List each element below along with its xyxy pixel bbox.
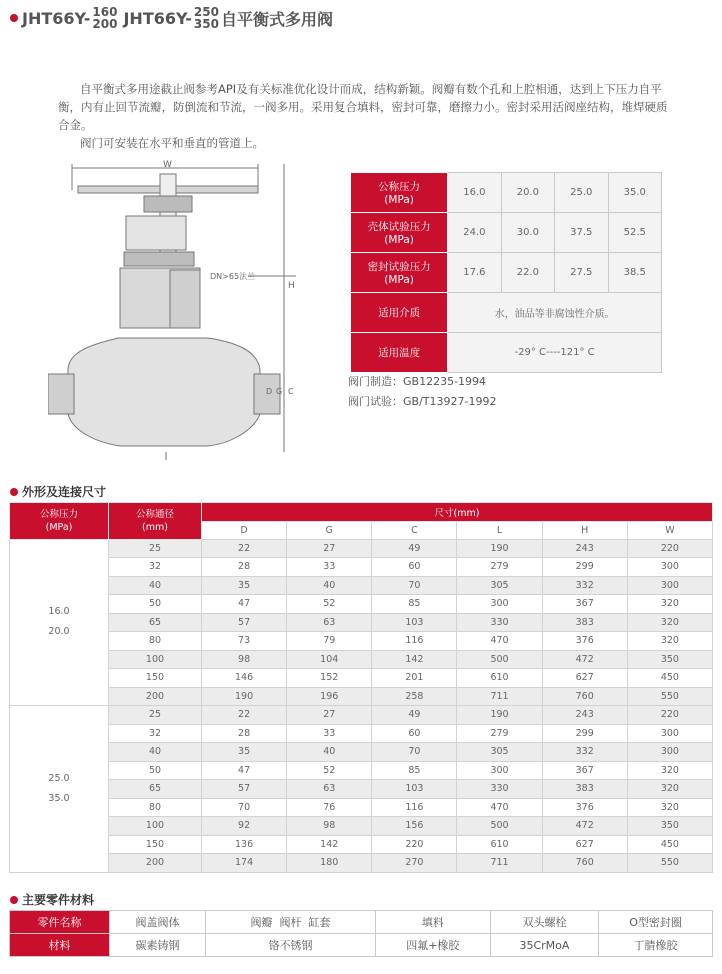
- table-cell: 190: [202, 687, 287, 706]
- material-label: 材料: [10, 934, 110, 957]
- material-name: 35CrMoA: [490, 934, 598, 957]
- table-cell: 40: [287, 576, 372, 595]
- table-cell: 330: [457, 780, 542, 799]
- table-cell: 80: [109, 798, 202, 817]
- table-row: [10, 780, 713, 799]
- spec-row: [351, 293, 662, 333]
- table-cell: 450: [627, 669, 712, 688]
- table-cell: 320: [627, 595, 712, 614]
- table-cell: 201: [372, 669, 457, 688]
- table-cell: 305: [457, 576, 542, 595]
- spec-table: [350, 172, 662, 373]
- pressure-group: 16.0 20.0: [10, 539, 109, 706]
- model-prefix: JHT66Y-: [22, 8, 91, 28]
- table-cell: 60: [372, 724, 457, 743]
- table-cell: 610: [457, 835, 542, 854]
- table-cell: 80: [109, 632, 202, 651]
- table-row: [10, 595, 713, 614]
- header-size: 尺寸(mm): [202, 503, 713, 522]
- spec-label-unit: (MPa): [384, 274, 414, 286]
- table-cell: 320: [627, 632, 712, 651]
- material-name: 丁腈橡胶: [599, 934, 713, 957]
- table-cell: 65: [109, 780, 202, 799]
- table-cell: 299: [542, 558, 627, 577]
- table-cell: 711: [457, 687, 542, 706]
- header-dn: 公称通径 (mm): [109, 503, 202, 540]
- label-c: C: [288, 387, 294, 396]
- label-d: D: [266, 387, 273, 396]
- spec-row: [351, 213, 662, 253]
- table-cell: 22: [202, 539, 287, 558]
- table-cell: 258: [372, 687, 457, 706]
- header-col: H: [542, 521, 627, 539]
- table-cell: 500: [457, 817, 542, 836]
- table-row: [10, 576, 713, 595]
- page-title: [10, 6, 333, 30]
- table-cell: 320: [627, 780, 712, 799]
- intro-paragraph-2: 阀门可安装在水平和垂直的管道上。: [80, 136, 264, 150]
- dimension-section-title: 外形及连接尺寸: [22, 485, 107, 499]
- table-cell: 70: [202, 798, 287, 817]
- table-cell: 116: [372, 632, 457, 651]
- spec-value: 17.6: [448, 253, 501, 293]
- header-col: W: [627, 521, 712, 539]
- table-cell: 146: [202, 669, 287, 688]
- table-cell: 190: [457, 706, 542, 725]
- table-cell: 52: [287, 761, 372, 780]
- table-cell: 52: [287, 595, 372, 614]
- table-cell: 279: [457, 724, 542, 743]
- spec-value: 16.0: [448, 173, 501, 213]
- materials-section-heading: [10, 891, 94, 908]
- table-cell: 63: [287, 613, 372, 632]
- table-cell: 320: [627, 761, 712, 780]
- spec-label-unit: (MPa): [384, 194, 414, 206]
- spec-value: 52.5: [608, 213, 661, 253]
- part-name: 阀瓣 阀杆 缸套: [206, 911, 376, 934]
- standard-manufacture: 阀门制造：GB12235-1994: [348, 375, 487, 388]
- spec-value: -29° C----121° C: [448, 333, 662, 373]
- table-cell: 49: [372, 539, 457, 558]
- materials-table: [9, 910, 713, 957]
- spec-value: 20.0: [501, 173, 554, 213]
- dimension-table: [9, 502, 713, 873]
- standard-test: 阀门试验：GB/T13927-1992: [348, 395, 497, 408]
- table-cell: 63: [287, 780, 372, 799]
- table-cell: 76: [287, 798, 372, 817]
- materials-parts-row: [10, 911, 713, 934]
- table-cell: 320: [627, 613, 712, 632]
- table-row: [10, 669, 713, 688]
- table-row: [10, 687, 713, 706]
- table-row: [10, 613, 713, 632]
- table-cell: 104: [287, 650, 372, 669]
- table-cell: 472: [542, 650, 627, 669]
- table-cell: 50: [109, 595, 202, 614]
- table-cell: 243: [542, 706, 627, 725]
- spec-value: 22.0: [501, 253, 554, 293]
- table-cell: 299: [542, 724, 627, 743]
- table-cell: 28: [202, 558, 287, 577]
- spec-value: 38.5: [608, 253, 661, 293]
- table-cell: 35: [202, 576, 287, 595]
- header-col: G: [287, 521, 372, 539]
- table-cell: 610: [457, 669, 542, 688]
- table-cell: 85: [372, 595, 457, 614]
- intro-paragraph-1: 自平衡式多用途截止阀参考API及有关标准优化设计而成，结构新颖。阀瓣有数个孔和上腔相通，达到上下压力自平衡，内有止回节流瓣，防倒流和节流，一阀多用。采用复合填料，密封可靠，磨擦力小。密封采用活阀座结构，堆焊硬质合金。: [58, 82, 668, 132]
- table-cell: 330: [457, 613, 542, 632]
- part-name: O型密封圈: [599, 911, 713, 934]
- table-cell: 367: [542, 761, 627, 780]
- spec-value: 水，油品等非腐蚀性介质。: [448, 293, 662, 333]
- table-row: [10, 835, 713, 854]
- table-cell: 627: [542, 669, 627, 688]
- model-prefix-2: JHT66Y-: [123, 8, 192, 28]
- materials-section-title: 主要零件材料: [22, 893, 95, 907]
- pressure-fraction-2: [194, 6, 219, 30]
- material-name: 碳素铸钢: [110, 934, 206, 957]
- table-cell: 350: [627, 817, 712, 836]
- table-cell: 174: [202, 854, 287, 873]
- table-cell: 40: [109, 576, 202, 595]
- table-cell: 27: [287, 706, 372, 725]
- table-cell: 142: [287, 835, 372, 854]
- table-cell: 627: [542, 835, 627, 854]
- pressure-group: 25.0 35.0: [10, 706, 109, 873]
- table-cell: 550: [627, 854, 712, 873]
- table-cell: 103: [372, 780, 457, 799]
- table-row: [10, 743, 713, 762]
- table-cell: 49: [372, 706, 457, 725]
- bullet-icon: [10, 896, 18, 904]
- table-row: [10, 706, 713, 725]
- table-cell: 92: [202, 817, 287, 836]
- spec-value: 30.0: [501, 213, 554, 253]
- table-cell: 73: [202, 632, 287, 651]
- spec-row: [351, 333, 662, 373]
- materials-mat-row: [10, 934, 713, 957]
- spec-value: 35.0: [608, 173, 661, 213]
- table-cell: 22: [202, 706, 287, 725]
- fraction-top: 160: [92, 5, 118, 19]
- table-cell: 367: [542, 595, 627, 614]
- table-cell: 300: [627, 576, 712, 595]
- spec-row: [351, 173, 662, 213]
- table-row: [10, 798, 713, 817]
- table-cell: 711: [457, 854, 542, 873]
- table-cell: 500: [457, 650, 542, 669]
- table-row: [10, 650, 713, 669]
- table-cell: 33: [287, 558, 372, 577]
- label-g: G: [276, 387, 283, 396]
- header-col: L: [457, 521, 542, 539]
- table-cell: 35: [202, 743, 287, 762]
- spec-value: 25.0: [555, 173, 608, 213]
- fraction-bottom: 350: [193, 17, 219, 31]
- table-row: [10, 539, 713, 558]
- spec-row: [351, 253, 662, 293]
- table-cell: 98: [202, 650, 287, 669]
- table-cell: 190: [457, 539, 542, 558]
- spec-label: 适用温度: [351, 333, 448, 373]
- fraction-bottom: 200: [92, 17, 118, 31]
- part-name-label: 零件名称: [10, 911, 110, 934]
- spec-label: [351, 253, 448, 293]
- table-cell: 305: [457, 743, 542, 762]
- table-row: [10, 761, 713, 780]
- table-cell: 79: [287, 632, 372, 651]
- table-cell: 200: [109, 687, 202, 706]
- table-cell: 25: [109, 539, 202, 558]
- material-name: 四氟+橡胶: [375, 934, 490, 957]
- table-cell: 40: [109, 743, 202, 762]
- table-cell: 270: [372, 854, 457, 873]
- header-pressure: 公称压力 (MPa): [10, 503, 109, 540]
- table-cell: 50: [109, 761, 202, 780]
- table-cell: 25: [109, 706, 202, 725]
- table-cell: 472: [542, 817, 627, 836]
- spec-label: [351, 173, 448, 213]
- pressure-fraction-1: [92, 6, 117, 30]
- spec-label-line: 公称压力: [378, 181, 421, 193]
- bullet-icon: [10, 14, 18, 22]
- part-name: 填料: [375, 911, 490, 934]
- table-cell: 383: [542, 780, 627, 799]
- table-cell: 332: [542, 576, 627, 595]
- table-row: [10, 558, 713, 577]
- table-cell: 156: [372, 817, 457, 836]
- table-cell: 70: [372, 576, 457, 595]
- label-w: W: [163, 160, 172, 170]
- part-name: 阀盖阀体: [110, 911, 206, 934]
- table-cell: 27: [287, 539, 372, 558]
- table-cell: 28: [202, 724, 287, 743]
- table-cell: 98: [287, 817, 372, 836]
- table-cell: 279: [457, 558, 542, 577]
- table-cell: 760: [542, 854, 627, 873]
- table-cell: 100: [109, 817, 202, 836]
- table-cell: 57: [202, 780, 287, 799]
- fraction-top: 250: [193, 5, 219, 19]
- header-col: D: [202, 521, 287, 539]
- header-col: C: [372, 521, 457, 539]
- bullet-icon: [10, 488, 18, 496]
- part-name: 双头螺栓: [490, 911, 598, 934]
- table-cell: 32: [109, 558, 202, 577]
- table-cell: 350: [627, 650, 712, 669]
- table-cell: 376: [542, 798, 627, 817]
- table-cell: 60: [372, 558, 457, 577]
- table-cell: 70: [372, 743, 457, 762]
- spec-label-line: 密封试验压力: [367, 261, 431, 273]
- table-cell: 200: [109, 854, 202, 873]
- table-cell: 142: [372, 650, 457, 669]
- table-cell: 300: [457, 595, 542, 614]
- table-cell: 116: [372, 798, 457, 817]
- material-name: 铬不锈钢: [206, 934, 376, 957]
- product-name: 自平衡式多用阀: [220, 9, 333, 29]
- table-cell: 47: [202, 761, 287, 780]
- table-cell: 300: [627, 558, 712, 577]
- table-row: [10, 854, 713, 873]
- table-cell: 180: [287, 854, 372, 873]
- table-cell: 243: [542, 539, 627, 558]
- table-cell: 47: [202, 595, 287, 614]
- dimension-section-heading: [10, 483, 106, 500]
- table-row: [10, 632, 713, 651]
- table-cell: 550: [627, 687, 712, 706]
- table-cell: 470: [457, 632, 542, 651]
- spec-label-line: 壳体试验压力: [367, 221, 431, 233]
- table-cell: 32: [109, 724, 202, 743]
- table-cell: 152: [287, 669, 372, 688]
- table-cell: 332: [542, 743, 627, 762]
- intro-text: [58, 80, 678, 152]
- table-cell: 100: [109, 650, 202, 669]
- table-cell: 376: [542, 632, 627, 651]
- table-cell: 220: [627, 539, 712, 558]
- table-cell: 383: [542, 613, 627, 632]
- table-cell: 103: [372, 613, 457, 632]
- valve-drawing-svg: [48, 160, 308, 460]
- table-cell: 450: [627, 835, 712, 854]
- table-cell: 470: [457, 798, 542, 817]
- table-row: [10, 817, 713, 836]
- table-cell: 220: [627, 706, 712, 725]
- table-cell: 150: [109, 835, 202, 854]
- valve-drawing: [48, 160, 308, 460]
- table-row: [10, 724, 713, 743]
- spec-label: [351, 213, 448, 253]
- table-cell: 760: [542, 687, 627, 706]
- table-cell: 300: [457, 761, 542, 780]
- table-cell: 150: [109, 669, 202, 688]
- spec-value: 37.5: [555, 213, 608, 253]
- dimension-header-row: [10, 503, 713, 522]
- table-cell: 196: [287, 687, 372, 706]
- table-cell: 300: [627, 724, 712, 743]
- spec-label-unit: (MPa): [384, 234, 414, 246]
- table-cell: 220: [372, 835, 457, 854]
- label-h: H: [288, 281, 295, 291]
- table-cell: 136: [202, 835, 287, 854]
- table-cell: 33: [287, 724, 372, 743]
- table-cell: 300: [627, 743, 712, 762]
- spec-value: 24.0: [448, 213, 501, 253]
- label-flange: DN>65法兰: [210, 272, 256, 281]
- spec-value: 27.5: [555, 253, 608, 293]
- table-cell: 85: [372, 761, 457, 780]
- table-cell: 65: [109, 613, 202, 632]
- table-cell: 57: [202, 613, 287, 632]
- table-cell: 40: [287, 743, 372, 762]
- spec-label: 适用介质: [351, 293, 448, 333]
- table-cell: 320: [627, 798, 712, 817]
